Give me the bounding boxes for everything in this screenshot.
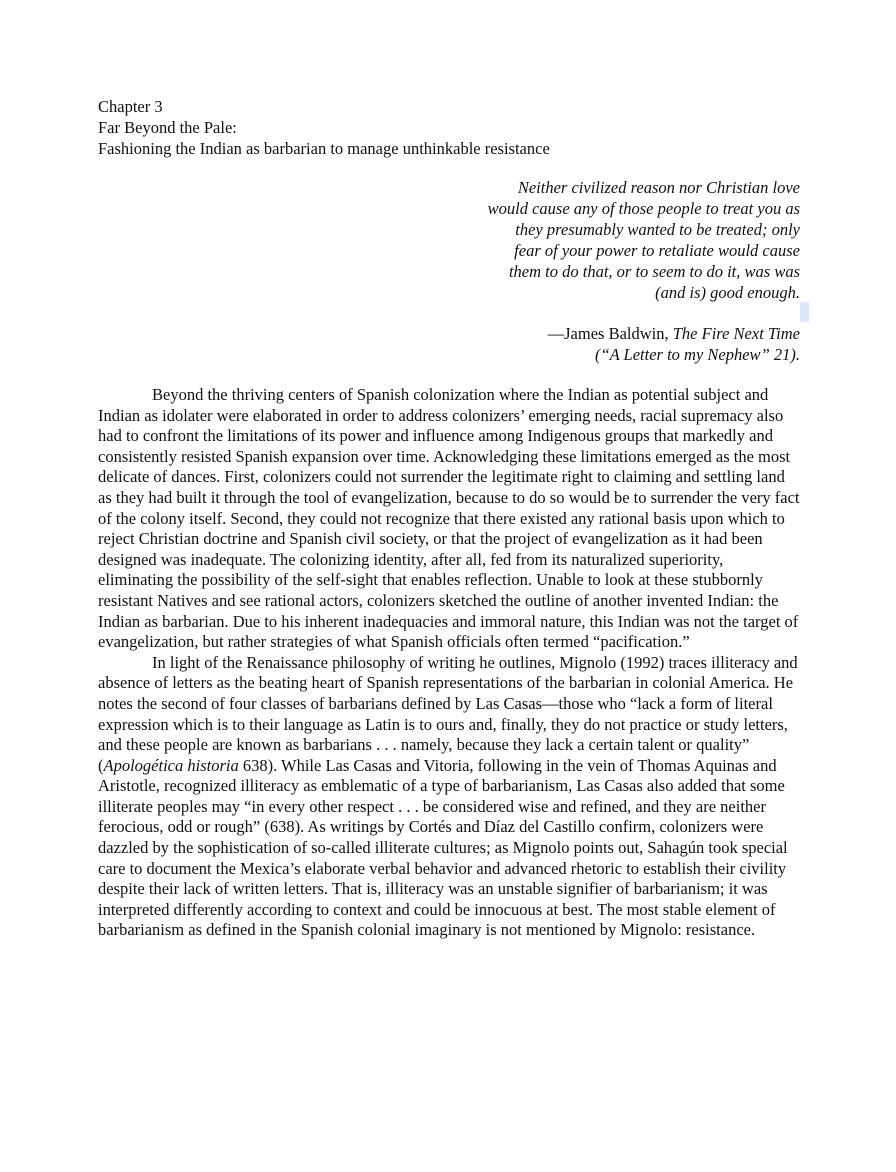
chapter-title: Far Beyond the Pale: <box>98 118 237 137</box>
attribution-author: —James Baldwin, <box>547 324 673 343</box>
attribution-work: The Fire Next Time <box>672 324 800 343</box>
text-selection-highlight <box>800 302 809 322</box>
paragraph-text: 638). While Las Casas and Vitoria, following in the vein of Thomas Aquinas and Aristotle, recognized illiteracy as emblematic of a type of barbarianism, Las Casas also added that some illiterate peoples may “in every other respect . . . be considered wise and refined, and they are neither ferocious, odd or rough” (638). As writings by Cortés and Díaz del Castillo confirm, colonizers were dazzled by the sophistication of so-called illiterate cultures; as Mignolo points out, Sahagún took special care to document the Mexica’s elaborate verbal behavior and advanced rhetoric to establish their civility despite their lack of written letters. That is, illiteracy was an unstable signifier of barbarianism; it was interpreted differently according to context and could be innocuous at best. The most stable element of barbarianism as defined in the Spanish colonial imaginary is not mentioned by Mignolo: resistance. <box>98 755 788 940</box>
chapter-subtitle: Fashioning the Indian as barbarian to manage unthinkable resistance <box>98 139 550 158</box>
paragraph: Beyond the thriving centers of Spanish colonization where the Indian as potential subject and Indian as idolater were elaborated in order to address colonizers’ emerging needs, racial supremacy also had to confront the limitations of its power and influence among Indigenous groups that markedly and consistently resisted Spanish expansion over time. Acknowledging these limitations emerged as the most delicate of dances. First, colonizers could not surrender the legitimate right to claiming and settling land as they had built it through the tool of evangelization, because to do so would be to surrender the very fact of the colony itself. Second, they could not recognize that there existed any rational basis upon which to reject Christian doctrine and Spanish civil society, or that the project of evangelization as it had been designed was inadequate. The colonizing identity, after all, fed from its naturalized superiority, eliminating the possibility of the self-sight that enables reflection. Unable to look at these stubbornly resistant Natives and see rational actors, colonizers sketched the outline of another invented Indian: the Indian as barbarian. Due to his inherent inadequacies and immoral nature, this Indian was not the target of evangelization, but rather strategies of what Spanish officials often termed “pacification.” <box>98 385 800 652</box>
epigraph-line: them to do that, or to seem to do it, was was <box>508 262 800 281</box>
cited-work: Apologética historia <box>103 755 239 775</box>
epigraph-line: (and is) good enough. <box>655 283 800 302</box>
attribution-source: (“A Letter to my Nephew” 21). <box>594 345 800 364</box>
body-text <box>98 385 800 941</box>
document-page <box>98 96 800 941</box>
paragraph-text: In light of the Renaissance philosophy of writing he outlines, Mignolo (1992) traces illiteracy and absence of letters as the beating heart of Spanish representations of the barbarian in colonial America. He notes the second of four classes of barbarians defined by Las Casas—those who “lack a form of literal expression which is to their language as Latin is to ours and, finally, they do not practice or study letters, and these people are known as barbarians . . . namely, because they lack a certain talent or quality” ( <box>98 652 798 775</box>
epigraph-line: fear of your power to retaliate would cause <box>514 241 800 260</box>
paragraph <box>98 653 800 941</box>
attribution-author-line <box>98 323 800 344</box>
epigraph-line: would cause any of those people to treat you as <box>487 199 800 218</box>
epigraph-line: they presumably wanted to be treated; only <box>515 220 800 239</box>
epigraph-attribution <box>98 323 800 365</box>
epigraph-quote <box>98 177 800 303</box>
chapter-number: Chapter 3 <box>98 97 163 116</box>
epigraph-line: Neither civilized reason nor Christian love <box>517 178 800 197</box>
